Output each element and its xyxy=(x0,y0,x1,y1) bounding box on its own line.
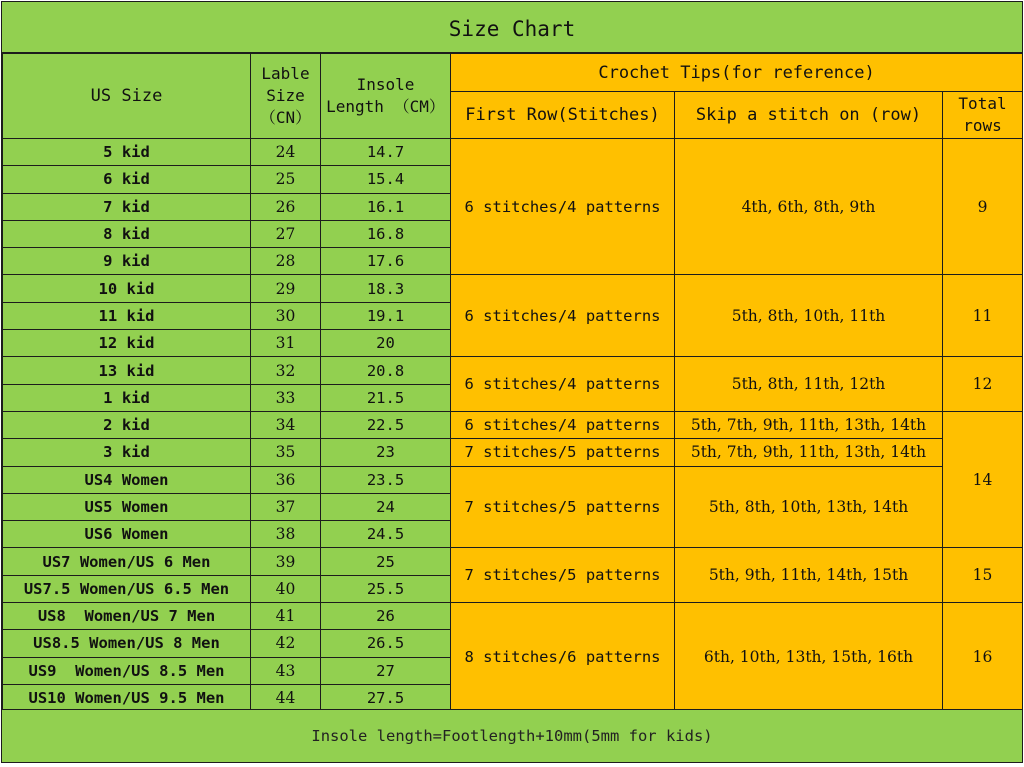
us-size-cell: 3 kid xyxy=(3,439,251,466)
skip-stitch-cell: 6th, 10th, 13th, 15th, 16th xyxy=(675,603,943,712)
cn-size-cell: 38 xyxy=(251,521,321,548)
cn-size-cell: 43 xyxy=(251,657,321,684)
cn-size-cell: 30 xyxy=(251,302,321,329)
insole-cell: 22.5 xyxy=(321,411,451,438)
insole-cell: 21.5 xyxy=(321,384,451,411)
insole-cell: 24 xyxy=(321,493,451,520)
skip-stitch-cell: 5th, 7th, 9th, 11th, 13th, 14th xyxy=(675,439,943,466)
cn-size-cell: 35 xyxy=(251,439,321,466)
header-label-size-line3: （CN） xyxy=(259,108,312,127)
cn-size-cell: 44 xyxy=(251,684,321,711)
header-total-rows xyxy=(943,92,1023,139)
cn-size-cell: 37 xyxy=(251,493,321,520)
us-size-cell: 8 kid xyxy=(3,220,251,247)
table-row xyxy=(3,139,1023,166)
cn-size-cell: 27 xyxy=(251,220,321,247)
total-rows-cell: 14 xyxy=(943,411,1023,547)
insole-cell: 15.4 xyxy=(321,166,451,193)
insole-cell: 18.3 xyxy=(321,275,451,302)
cn-size-cell: 42 xyxy=(251,630,321,657)
header-skip-stitch: Skip a stitch on (row) xyxy=(675,92,943,139)
us-size-cell: US6 Women xyxy=(3,521,251,548)
cn-size-cell: 41 xyxy=(251,603,321,630)
skip-stitch-cell: 5th, 7th, 9th, 11th, 13th, 14th xyxy=(675,411,943,438)
table-row xyxy=(3,411,1023,438)
insole-cell: 27 xyxy=(321,657,451,684)
insole-cell: 17.6 xyxy=(321,248,451,275)
us-size-cell: US9 Women/US 8.5 Men xyxy=(3,657,251,684)
header-crochet-tips: Crochet Tips(for reference) xyxy=(451,54,1023,92)
chart-title: Size Chart xyxy=(2,2,1022,53)
first-row-cell: 6 stitches/4 patterns xyxy=(451,411,675,438)
table-row xyxy=(3,275,1023,302)
cn-size-cell: 26 xyxy=(251,193,321,220)
insole-cell: 23 xyxy=(321,439,451,466)
cn-size-cell: 29 xyxy=(251,275,321,302)
header-first-row: First Row(Stitches) xyxy=(451,92,675,139)
size-chart xyxy=(1,1,1023,763)
first-row-cell: 6 stitches/4 patterns xyxy=(451,139,675,275)
header-total-rows-line1: Total xyxy=(958,94,1007,113)
header-insole-length xyxy=(321,54,451,139)
skip-stitch-cell: 5th, 9th, 11th, 14th, 15th xyxy=(675,548,943,603)
header-label-size-line1: Lable xyxy=(261,64,310,83)
cn-size-cell: 25 xyxy=(251,166,321,193)
us-size-cell: 9 kid xyxy=(3,248,251,275)
header-insole-line2: Length （CM） xyxy=(326,97,445,116)
insole-cell: 26.5 xyxy=(321,630,451,657)
skip-stitch-cell: 5th, 8th, 11th, 12th xyxy=(675,357,943,412)
cn-size-cell: 33 xyxy=(251,384,321,411)
us-size-cell: 6 kid xyxy=(3,166,251,193)
us-size-cell: US5 Women xyxy=(3,493,251,520)
insole-cell: 27.5 xyxy=(321,684,451,711)
us-size-cell: 2 kid xyxy=(3,411,251,438)
skip-stitch-cell: 5th, 8th, 10th, 11th xyxy=(675,275,943,357)
insole-cell: 19.1 xyxy=(321,302,451,329)
us-size-cell: US8.5 Women/US 8 Men xyxy=(3,630,251,657)
cn-size-cell: 36 xyxy=(251,466,321,493)
insole-cell: 16.1 xyxy=(321,193,451,220)
insole-cell: 14.7 xyxy=(321,139,451,166)
skip-stitch-cell: 5th, 8th, 10th, 13th, 14th xyxy=(675,466,943,548)
us-size-cell: US7 Women/US 6 Men xyxy=(3,548,251,575)
footer-note: Insole length=Footlength+10mm(5mm for kids) xyxy=(2,709,1022,762)
insole-cell: 25 xyxy=(321,548,451,575)
total-rows-cell: 11 xyxy=(943,275,1023,357)
cn-size-cell: 32 xyxy=(251,357,321,384)
insole-cell: 20.8 xyxy=(321,357,451,384)
total-rows-cell: 12 xyxy=(943,357,1023,412)
us-size-cell: 1 kid xyxy=(3,384,251,411)
first-row-cell: 7 stitches/5 patterns xyxy=(451,466,675,548)
insole-cell: 25.5 xyxy=(321,575,451,602)
table-row xyxy=(3,548,1023,575)
us-size-cell: 7 kid xyxy=(3,193,251,220)
cn-size-cell: 28 xyxy=(251,248,321,275)
us-size-cell: US8 Women/US 7 Men xyxy=(3,603,251,630)
header-label-size xyxy=(251,54,321,139)
total-rows-cell: 15 xyxy=(943,548,1023,603)
total-rows-cell: 16 xyxy=(943,603,1023,712)
us-size-cell: 10 kid xyxy=(3,275,251,302)
table-row xyxy=(3,439,1023,466)
cn-size-cell: 39 xyxy=(251,548,321,575)
cn-size-cell: 31 xyxy=(251,330,321,357)
first-row-cell: 7 stitches/5 patterns xyxy=(451,548,675,603)
us-size-cell: 11 kid xyxy=(3,302,251,329)
us-size-cell: US4 Women xyxy=(3,466,251,493)
cn-size-cell: 34 xyxy=(251,411,321,438)
first-row-cell: 7 stitches/5 patterns xyxy=(451,439,675,466)
table-row xyxy=(3,603,1023,630)
first-row-cell: 6 stitches/4 patterns xyxy=(451,275,675,357)
us-size-cell: US7.5 Women/US 6.5 Men xyxy=(3,575,251,602)
header-us-size: US Size xyxy=(3,54,251,139)
us-size-cell: 13 kid xyxy=(3,357,251,384)
insole-cell: 16.8 xyxy=(321,220,451,247)
cn-size-cell: 40 xyxy=(251,575,321,602)
header-label-size-line2: Size xyxy=(266,86,305,105)
us-size-cell: US10 Women/US 9.5 Men xyxy=(3,684,251,711)
cn-size-cell: 24 xyxy=(251,139,321,166)
first-row-cell: 6 stitches/4 patterns xyxy=(451,357,675,412)
skip-stitch-cell: 4th, 6th, 8th, 9th xyxy=(675,139,943,275)
size-table xyxy=(2,53,1023,712)
insole-cell: 24.5 xyxy=(321,521,451,548)
insole-cell: 20 xyxy=(321,330,451,357)
insole-cell: 26 xyxy=(321,603,451,630)
table-row xyxy=(3,357,1023,384)
header-total-rows-line2: rows xyxy=(963,116,1002,135)
header-insole-line1: Insole xyxy=(356,75,415,94)
insole-cell: 23.5 xyxy=(321,466,451,493)
first-row-cell: 8 stitches/6 patterns xyxy=(451,603,675,712)
total-rows-cell: 9 xyxy=(943,139,1023,275)
table-row xyxy=(3,466,1023,493)
us-size-cell: 5 kid xyxy=(3,139,251,166)
us-size-cell: 12 kid xyxy=(3,330,251,357)
